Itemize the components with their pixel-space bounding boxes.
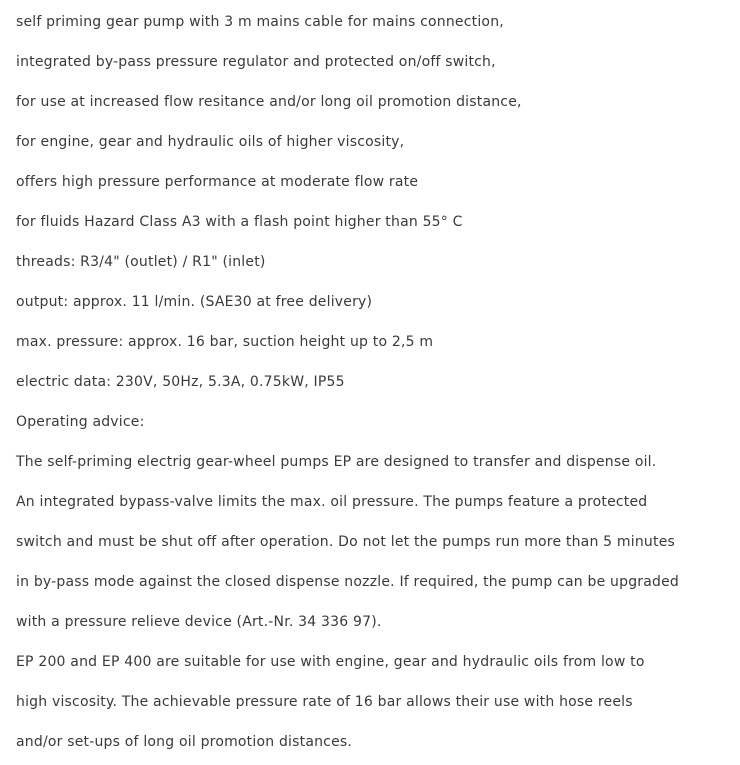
operating-advice-paragraph-1 [16,440,736,640]
paragraph-line: EP 200 and EP 400 are suitable for use with engine, gear and hydraulic oils from low to [16,654,645,670]
feature-mains-cable: self priming gear pump with 3 m mains cable for mains connection, [16,14,504,30]
operating-advice-heading: Operating advice: [16,414,145,430]
feature-hazard-class: for fluids Hazard Class A3 with a flash point higher than 55° C [16,214,463,230]
spec-output: output: approx. 11 l/min. (SAE30 at free delivery) [16,294,373,310]
operating-advice-paragraph-2 [16,640,736,760]
paragraph-line: with a pressure relieve device (Art.-Nr. 34 336 97). [16,614,382,630]
spec-threads: threads: R3/4" (outlet) / R1" (inlet) [16,254,266,270]
paragraph-line: high viscosity. The achievable pressure rate of 16 bar allows their use with hose reels [16,694,633,710]
spec-max-pressure: max. pressure: approx. 16 bar, suction height up to 2,5 m [16,334,434,350]
paragraph-line: switch and must be shut off after operation. Do not let the pumps run more than 5 minutes [16,534,675,550]
paragraph-line: The self-priming electrig gear-wheel pumps EP are designed to transfer and dispense oil. [16,454,657,470]
feature-oil-types: for engine, gear and hydraulic oils of higher viscosity, [16,134,405,150]
product-description [16,0,736,760]
feature-flow-resistance: for use at increased flow resitance and/or long oil promotion distance, [16,94,522,110]
paragraph-line: An integrated bypass-valve limits the max. oil pressure. The pumps feature a protected [16,494,648,510]
feature-list [16,0,736,400]
feature-pressure-performance: offers high pressure performance at moderate flow rate [16,174,419,190]
paragraph-line: in by-pass mode against the closed dispense nozzle. If required, the pump can be upgraded [16,574,679,590]
paragraph-line: and/or set-ups of long oil promotion distances. [16,734,353,750]
feature-bypass-regulator: integrated by-pass pressure regulator and protected on/off switch, [16,54,496,70]
spec-electric-data: electric data: 230V, 50Hz, 5.3A, 0.75kW, IP55 [16,374,345,390]
